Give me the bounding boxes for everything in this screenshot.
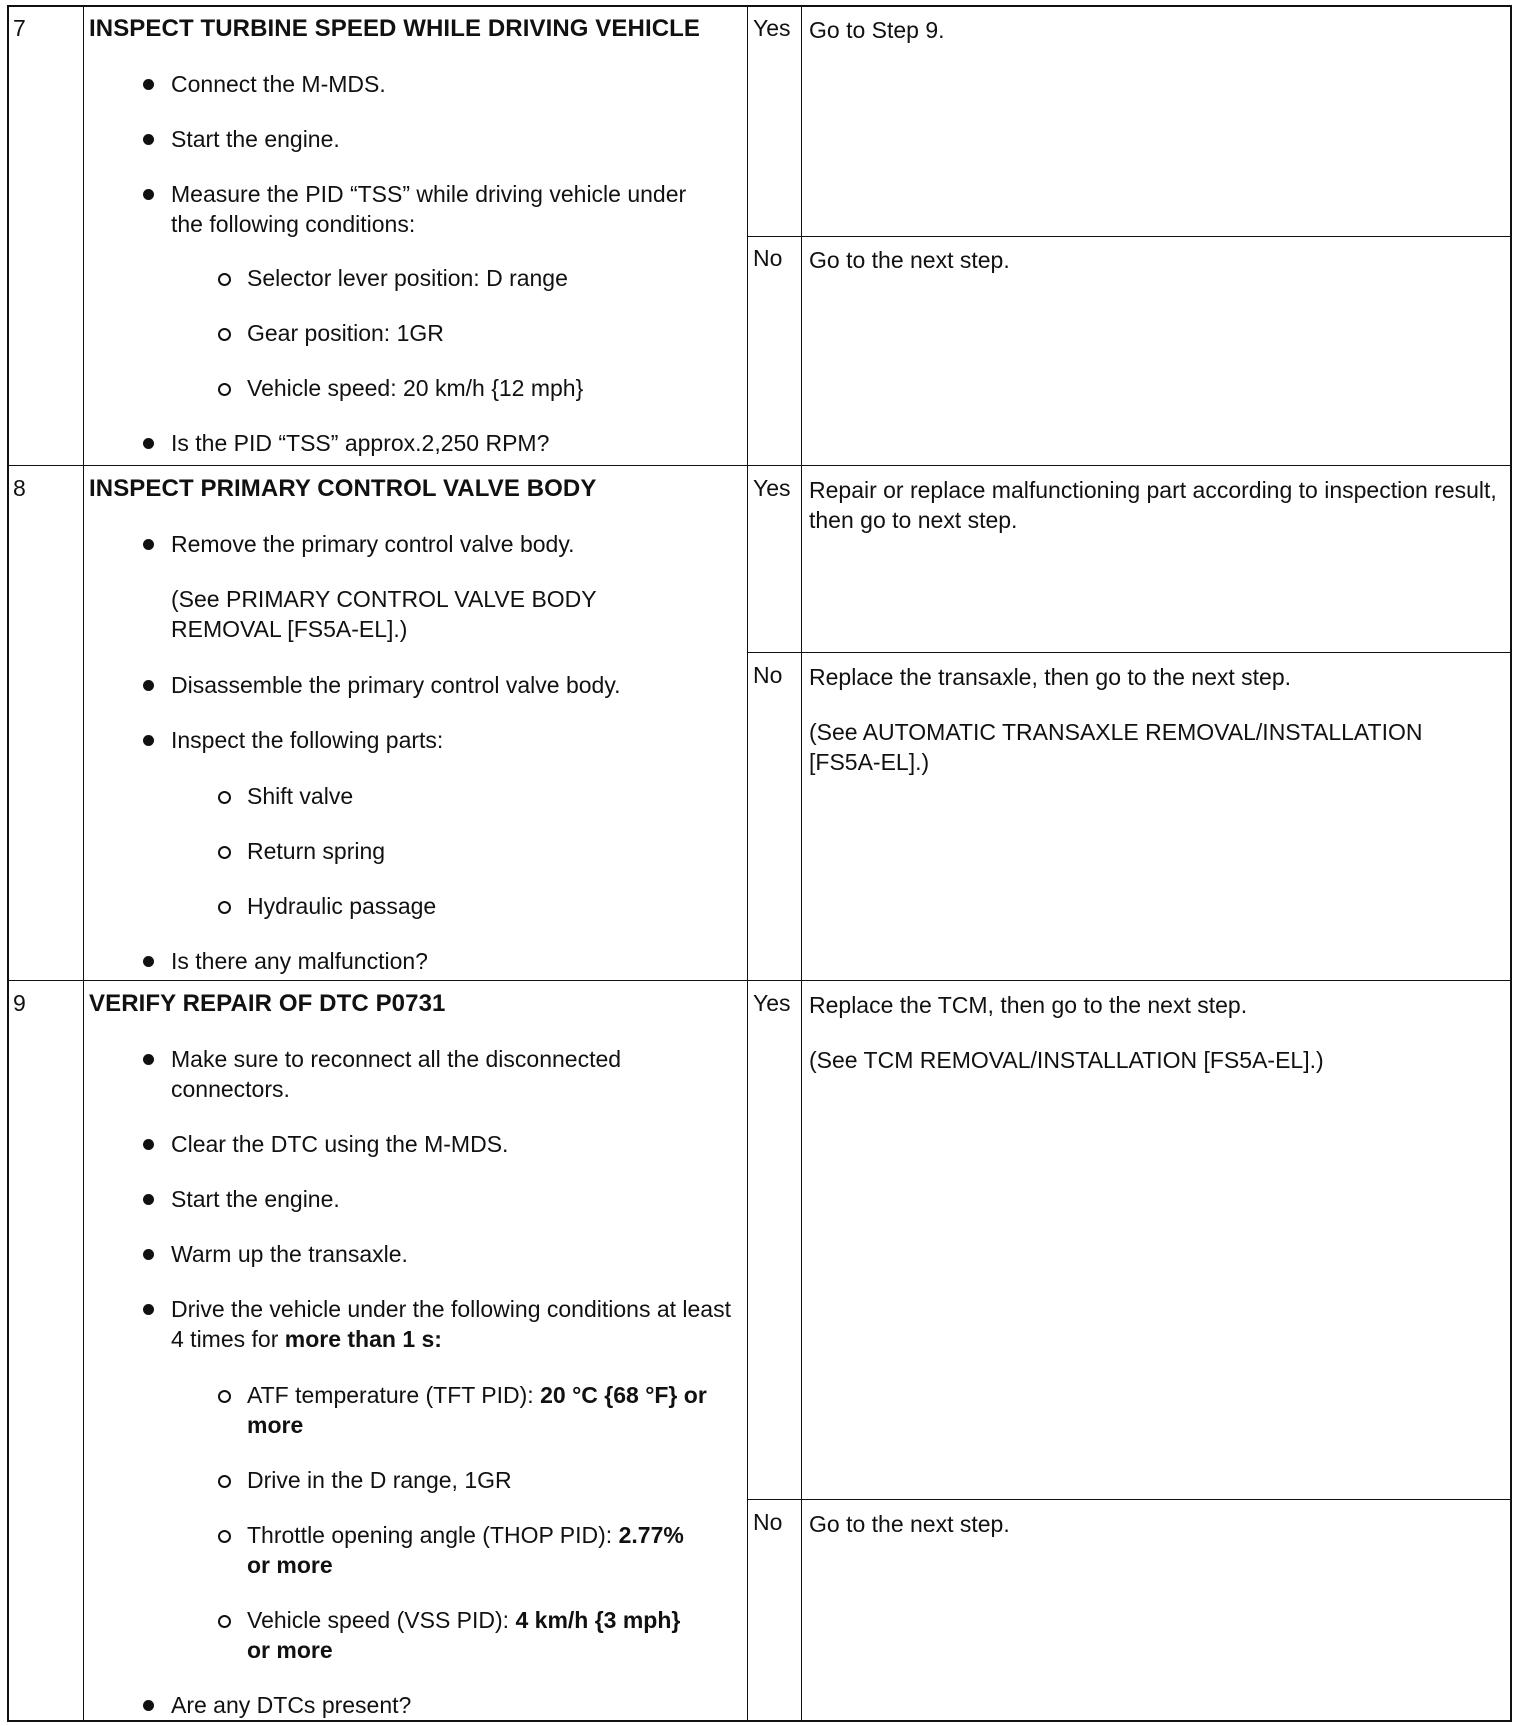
step-number: 8 <box>13 475 26 501</box>
bullet-item: Is there any malfunction? <box>171 946 731 976</box>
bullet-icon <box>143 189 154 200</box>
yes-no-divider <box>747 652 1510 653</box>
yes-label: Yes <box>753 15 791 41</box>
yes-no-divider <box>747 236 1510 237</box>
bullet-item: Connect the M-MDS. <box>171 69 731 99</box>
sub-bullet-item: Gear position: 1GR <box>247 318 717 348</box>
bullet-item: Start the engine. <box>171 1184 731 1214</box>
diagnostic-procedure-table <box>7 5 1512 1722</box>
bullet-icon <box>143 1139 154 1150</box>
sub-bullet-item: Throttle opening angle (THOP PID): 2.77% or more <box>247 1520 687 1580</box>
reference-note: (See PRIMARY CONTROL VALVE BODY REMOVAL [FS5A-EL].) <box>171 586 597 642</box>
bullet-icon <box>143 1054 154 1065</box>
bullet-item: Drive the vehicle under the following conditions at least 4 times for more than 1 s: <box>171 1294 736 1354</box>
column-divider <box>801 7 802 1720</box>
yes-label: Yes <box>753 475 791 501</box>
yes-no-divider <box>747 1499 1510 1500</box>
row-divider <box>9 980 1510 981</box>
bullet-item: Remove the primary control valve body. <box>171 529 731 559</box>
bullet-item: Start the engine. <box>171 124 731 154</box>
bullet-item: Are any DTCs present? <box>171 1690 731 1720</box>
circle-bullet-icon <box>218 901 231 914</box>
row-divider <box>9 465 1510 466</box>
no-label: No <box>753 662 783 688</box>
no-reference: (See AUTOMATIC TRANSAXLE REMOVAL/INSTALLATION [FS5A-EL].) <box>809 719 1423 775</box>
bullet-item: Is the PID “TSS” approx.2,250 RPM? <box>171 428 731 458</box>
bullet-icon <box>143 79 154 90</box>
yes-label: Yes <box>753 990 791 1016</box>
step-title: INSPECT PRIMARY CONTROL VALVE BODY <box>89 475 597 502</box>
bullet-icon <box>143 680 154 691</box>
step-title: VERIFY REPAIR OF DTC P0731 <box>89 990 446 1017</box>
yes-action: Replace the TCM, then go to the next step. <box>809 992 1248 1018</box>
no-action: Go to the next step. <box>809 247 1010 273</box>
yes-action: Go to Step 9. <box>809 17 945 43</box>
circle-bullet-icon <box>218 1390 231 1403</box>
sub-bullet-item: Drive in the D range, 1GR <box>247 1465 717 1495</box>
no-label: No <box>753 1509 783 1535</box>
bullet-icon <box>143 1194 154 1205</box>
bullet-icon <box>143 134 154 145</box>
sub-bullet-item: Hydraulic passage <box>247 891 717 921</box>
sub-bullet-item: ATF temperature (TFT PID): 20 °C {68 °F} or more <box>247 1380 717 1440</box>
yes-action: Repair or replace malfunctioning part according to inspection result, then go to next step. <box>809 477 1497 533</box>
circle-bullet-icon <box>218 1475 231 1488</box>
bullet-icon <box>143 735 154 746</box>
bullet-item: Disassemble the primary control valve body. <box>171 670 731 700</box>
circle-bullet-icon <box>218 328 231 341</box>
no-action: Go to the next step. <box>809 1511 1010 1537</box>
yes-reference: (See TCM REMOVAL/INSTALLATION [FS5A-EL].) <box>809 1047 1324 1073</box>
circle-bullet-icon <box>218 1530 231 1543</box>
bullet-icon <box>143 1304 154 1315</box>
no-label: No <box>753 245 783 271</box>
sub-bullet-item: Shift valve <box>247 781 717 811</box>
bullet-icon <box>143 956 154 967</box>
column-divider <box>747 7 748 1720</box>
column-divider <box>83 7 84 1720</box>
circle-bullet-icon <box>218 273 231 286</box>
circle-bullet-icon <box>218 791 231 804</box>
bullet-item: Measure the PID “TSS” while driving vehicle under the following conditions: <box>171 179 691 239</box>
bullet-item: Make sure to reconnect all the disconnected connectors. <box>171 1044 691 1104</box>
circle-bullet-icon <box>218 383 231 396</box>
sub-bullet-item: Vehicle speed: 20 km/h {12 mph} <box>247 373 717 403</box>
circle-bullet-icon <box>218 1615 231 1628</box>
bullet-icon <box>143 438 154 449</box>
step-title: INSPECT TURBINE SPEED WHILE DRIVING VEHICLE <box>89 15 701 42</box>
bullet-item: Warm up the transaxle. <box>171 1239 731 1269</box>
circle-bullet-icon <box>218 846 231 859</box>
step-number: 7 <box>13 15 26 41</box>
step-number: 9 <box>13 990 26 1016</box>
sub-bullet-item: Return spring <box>247 836 717 866</box>
no-action: Replace the transaxle, then go to the next step. <box>809 664 1292 690</box>
bullet-icon <box>143 1700 154 1711</box>
bullet-icon <box>143 1249 154 1260</box>
bullet-item: Inspect the following parts: <box>171 725 731 755</box>
bullet-item: Clear the DTC using the M-MDS. <box>171 1129 731 1159</box>
sub-bullet-item: Selector lever position: D range <box>247 263 717 293</box>
sub-bullet-item: Vehicle speed (VSS PID): 4 km/h {3 mph} or more <box>247 1605 687 1665</box>
bullet-icon <box>143 539 154 550</box>
